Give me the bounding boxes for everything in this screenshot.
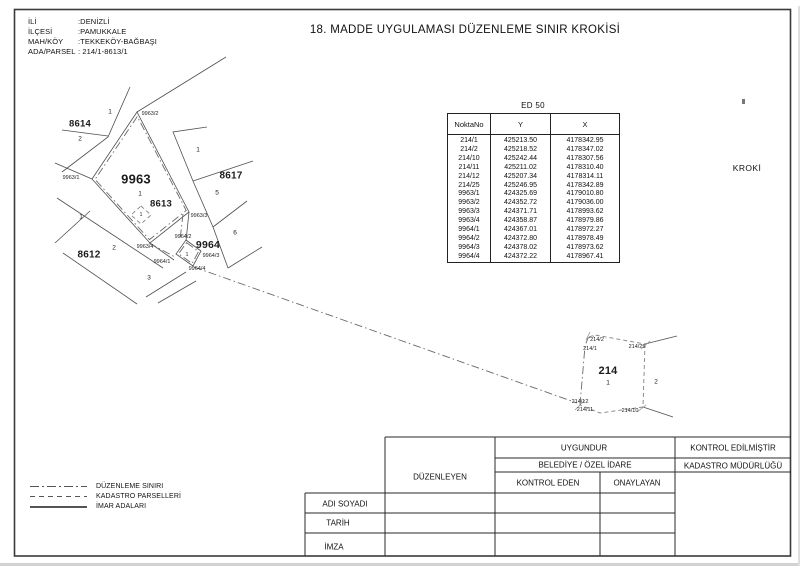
coord-cell: 4178314.11 (551, 173, 620, 182)
parcel-label: 8613 (150, 198, 172, 210)
legend-label: DÜZENLEME SINIRI (96, 482, 164, 490)
coord-row (448, 182, 620, 191)
parcel-label: 9963/4 (136, 244, 154, 250)
coord-cell: 214/1 (460, 137, 478, 144)
coord-cell: 424372.80 (491, 235, 551, 244)
coord-cell: 214/25 (458, 181, 480, 189)
coord-cell: 425207.34 (491, 173, 551, 182)
coord-cell: 9963/2 (458, 199, 480, 207)
coord-cell: 9964/4 (458, 252, 480, 260)
coord-row (448, 146, 620, 155)
coord-cell: 4178979.86 (551, 217, 620, 226)
parcel-label: 8614 (69, 118, 91, 130)
coord-cell: 4179036.00 (551, 199, 620, 208)
legend-line-solid (30, 506, 87, 508)
row-label-adi-soyadi: ADI SOYADI (322, 499, 368, 509)
coord-cell: 9964/1 (458, 226, 480, 234)
legend (30, 481, 181, 512)
coord-cell: 9963/1 (458, 190, 480, 198)
parcel-label: 9963/1 (62, 175, 80, 181)
parcel-label: 9964/3 (202, 253, 220, 259)
legend-line-dashed (30, 496, 87, 497)
coord-row (448, 226, 620, 235)
coord-cell: 424378.02 (491, 244, 551, 253)
belediye-ozel-idare-header: BELEDİYE / ÖZEL İDARE (538, 460, 632, 470)
legend-line-dashdot (30, 486, 87, 487)
info-label: İLÇESİ (28, 27, 53, 36)
legend-item (30, 481, 181, 491)
info-row (28, 17, 157, 27)
info-value: : 214/1-8613/1 (78, 47, 128, 56)
info-value: :PAMUKKALE (78, 27, 127, 36)
col-noktano: NoktaNo (448, 114, 491, 135)
parcel-label: 214/2 (590, 337, 604, 343)
coord-row (448, 217, 620, 226)
parcel-label: 214/11 (576, 407, 594, 413)
coord-row (448, 190, 620, 199)
coord-cell: 424352.72 (491, 199, 551, 208)
col-y: Y (491, 114, 551, 135)
coord-row (448, 135, 620, 146)
coord-header-row (448, 114, 620, 135)
approval-table-grid (305, 437, 791, 556)
coord-cell: 425213.50 (491, 135, 551, 146)
uygundur-header: UYGUNDUR (560, 443, 608, 453)
parcel-label: 5 (215, 189, 219, 197)
parcel-label: 9964/2 (174, 234, 192, 240)
kroki-label: KROKİ (732, 163, 762, 173)
coord-cell: 4178307.56 (551, 155, 620, 164)
page-title: 18. MADDE UYGULAMASI DÜZENLEME SINIR KROKİSİ (309, 24, 621, 36)
parcel-label: 214/10 (621, 408, 639, 414)
coord-cell: 214/12 (458, 172, 480, 180)
parcel-label: 1 (79, 213, 83, 221)
parcel-label: 214/25 (628, 344, 646, 350)
parcel-label: 9963/3 (190, 213, 208, 219)
legend-item (30, 502, 181, 512)
coord-cell: 4178972.27 (551, 226, 620, 235)
coord-cell: 4178967.41 (551, 253, 620, 262)
coord-cell: 424371.71 (491, 208, 551, 217)
coord-cell: 425211.02 (491, 164, 551, 173)
parcel-label: 8617 (219, 170, 243, 182)
coord-cell: 424372.22 (491, 253, 551, 262)
info-value: :TEKKEKÖY-BAĞBAŞI (78, 37, 157, 46)
parcel-label: 9963 (121, 171, 151, 187)
coordinate-table-section (447, 101, 619, 263)
legend-item (30, 491, 181, 501)
info-row (28, 27, 157, 37)
info-label: İLİ (28, 17, 37, 26)
coord-cell: 9964/3 (458, 243, 480, 251)
coord-cell: 214/11 (458, 163, 480, 171)
info-row (28, 47, 157, 57)
parcel-label: 9964 (195, 239, 221, 251)
coord-row (448, 244, 620, 253)
coord-cell: 4178973.62 (551, 244, 620, 253)
coord-cell: 425218.52 (491, 146, 551, 155)
coord-row (448, 253, 620, 262)
kadastro-mudurlugu-header: KADASTRO MÜDÜRLÜĞÜ (683, 461, 783, 471)
parcel-label: 214 (598, 365, 618, 377)
parcel-label: 1 (185, 252, 189, 258)
coord-cell: 4178342.89 (551, 182, 620, 191)
coord-cell: 4179010.80 (551, 190, 620, 199)
parcel-label: 3 (147, 274, 151, 282)
onaylayan-header: ONAYLAYAN (613, 478, 661, 488)
parcel-label: 1 (606, 379, 610, 387)
coord-cell: 424325.69 (491, 190, 551, 199)
row-label-tarih: TARİH (326, 518, 350, 528)
parcel-label: 9964/4 (188, 266, 206, 272)
coord-row (448, 164, 620, 173)
parcel-label: 2 (112, 244, 116, 252)
parcel-label: 214/12 (571, 399, 589, 405)
coord-cell: 4178342.95 (551, 135, 620, 146)
coord-cell: 4178993.62 (551, 208, 620, 217)
kontrol-eden-header: KONTROL EDEN (516, 478, 580, 488)
coord-cell: 424358.87 (491, 217, 551, 226)
coord-cell: 425246.95 (491, 182, 551, 191)
parcel-label: 1 (138, 190, 142, 198)
coord-cell: 214/10 (458, 154, 480, 162)
parcel-label: 8612 (77, 249, 101, 261)
col-x: X (551, 114, 620, 135)
coord-cell: 9963/3 (458, 208, 480, 216)
page-border (15, 10, 791, 557)
parcel-label: 1 (139, 212, 143, 218)
info-row (28, 37, 157, 47)
coord-cell: 424367.01 (491, 226, 551, 235)
parcel-label: 6 (233, 229, 237, 237)
coord-cell: 4178310.40 (551, 164, 620, 173)
coord-row (448, 155, 620, 164)
parcel-label: 1 (196, 146, 200, 154)
parcel-label: 9964/1 (153, 259, 171, 265)
coord-cell: 214/2 (460, 145, 478, 153)
kontrol-edilmistir-header: KONTROL EDİLMİŞTİR (690, 443, 776, 453)
parcel-label: 214/1 (583, 346, 597, 352)
duzenleyen-header: DÜZENLEYEN (413, 472, 467, 482)
row-label-imza: İMZA (324, 542, 344, 552)
coord-cell: 9964/2 (458, 234, 480, 242)
coord-cell: 9963/4 (458, 217, 480, 225)
info-label: MAH/KÖY (28, 37, 64, 46)
info-value: :DENİZLİ (78, 17, 110, 26)
north-mark (742, 99, 745, 104)
parcel-label: 1 (108, 108, 112, 116)
coordinate-table (447, 113, 620, 263)
parcel-label: 2 (654, 378, 658, 386)
coord-cell: 425242.44 (491, 155, 551, 164)
legend-label: İMAR ADALARI (96, 503, 147, 511)
info-label: ADA/PARSEL (28, 47, 76, 56)
coord-cell: 4178978.49 (551, 235, 620, 244)
legend-label: KADASTRO PARSELLERİ (96, 493, 182, 501)
coord-row (448, 235, 620, 244)
location-info (28, 17, 157, 57)
coord-cell: 4178347.02 (551, 146, 620, 155)
coord-row (448, 173, 620, 182)
coordinate-table-title: ED 50 (521, 101, 545, 110)
parcel-label: 2 (78, 135, 82, 143)
parcel-label: 9963/2 (141, 111, 159, 117)
coord-row (448, 199, 620, 208)
coord-row (448, 208, 620, 217)
